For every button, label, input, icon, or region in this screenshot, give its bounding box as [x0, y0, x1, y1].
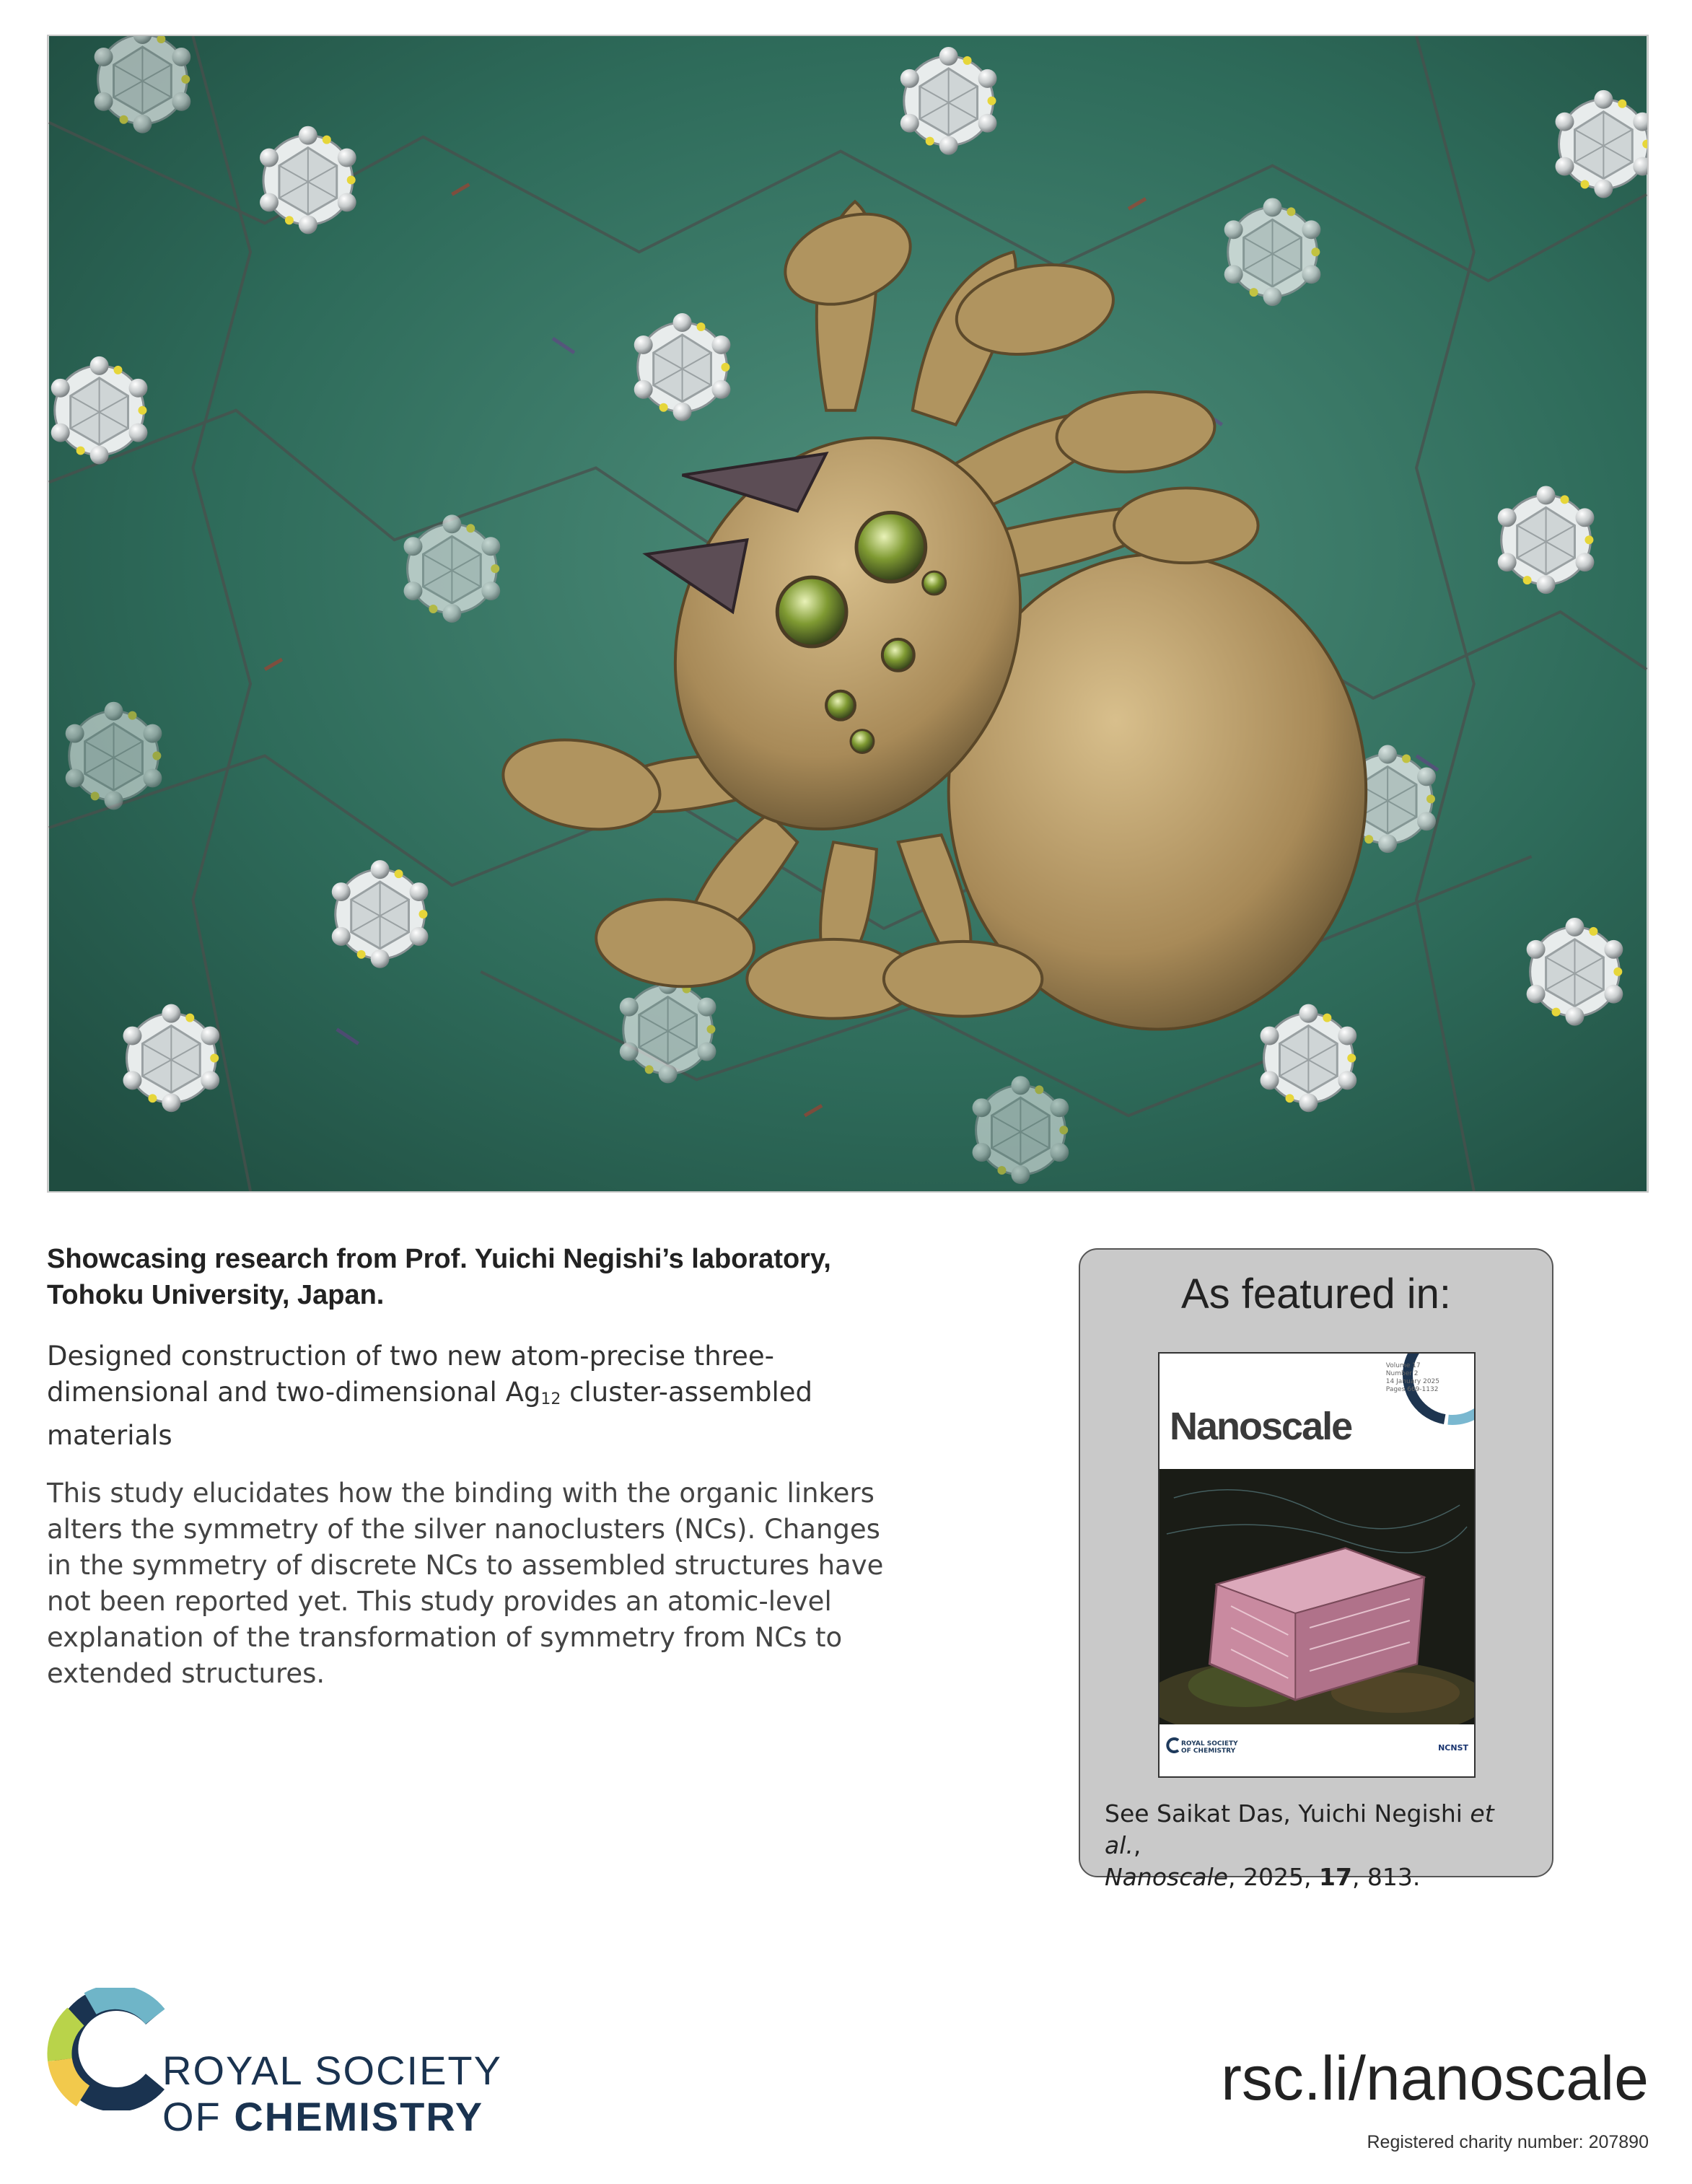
featured-in-panel: [1079, 1248, 1553, 1891]
cover-rsc-line1: ROYAL SOCIETY: [1181, 1740, 1238, 1747]
cover-artwork: [47, 35, 1649, 1193]
citation-pages: , 813.: [1351, 1863, 1421, 1891]
cover-rsc-line2: OF CHEMISTRY: [1181, 1747, 1236, 1755]
citation-text: [1105, 1798, 1538, 1893]
cover-number: Number 2: [1385, 1370, 1419, 1377]
rsc-logo-icon: [47, 1988, 170, 2110]
headline-text: Designed construction of two new atom-precise three-dimensional and two-dimensional Ag: [47, 1341, 774, 1408]
rsc-wordmark-line1: ROYAL SOCIETY: [162, 2048, 502, 2093]
citation-comma: ,: [1133, 1831, 1141, 1859]
rsc-wordmark: [162, 2048, 502, 2140]
cover-art-image: [1160, 1469, 1474, 1727]
rsc-of: OF: [162, 2094, 234, 2139]
article-summary: This study elucidates how the binding with the organic linkers alters the symmetry of the silver nanoclusters (NCs). Changes in the symmetry of discrete NCs to assembled structures have not been reported yet. This study provides an atomic-level explanation of the transformation of symmetry from NCs to extended structures.: [47, 1478, 884, 1689]
article-headline: [47, 1338, 884, 1454]
rsc-chemistry: CHEMISTRY: [234, 2094, 484, 2139]
lab-credit-line-1: Showcasing research from Prof. Yuichi Negishi’s laboratory,: [47, 1244, 831, 1274]
citation-etal: et al.: [1105, 1799, 1494, 1859]
citation-authors: See Saikat Das, Yuichi Negishi: [1105, 1799, 1470, 1828]
journal-url-link[interactable]: rsc.li/nanoscale: [1221, 2044, 1649, 2113]
cover-journal-title: Nanoscale: [1170, 1405, 1352, 1448]
journal-cover-thumbnail: [1158, 1352, 1476, 1778]
citation-year: , 2025,: [1228, 1863, 1319, 1891]
cover-footer: [1160, 1724, 1474, 1776]
featured-title: As featured in:: [1181, 1271, 1451, 1317]
cover-rsc-name: [1181, 1740, 1238, 1755]
charity-number: Registered charity number: 207890: [1367, 2132, 1649, 2152]
headline-text-end: cluster-assembled materials: [47, 1377, 813, 1451]
cover-rsc-logo-icon: [1165, 1737, 1181, 1753]
cover-volume: Volume 17: [1385, 1362, 1421, 1369]
rsc-wordmark-line2: [162, 2094, 502, 2140]
lab-credit-line-2: Tohoku University, Japan.: [47, 1280, 385, 1310]
citation-volume: 17: [1319, 1863, 1352, 1891]
headline-subscript: 12: [540, 1390, 561, 1408]
cover-issue-info: [1386, 1362, 1439, 1394]
cover-pages: Pages 669-1132: [1385, 1386, 1439, 1393]
cover-ncnst-logo: NCNST: [1438, 1743, 1468, 1753]
citation-journal: Nanoscale: [1105, 1863, 1229, 1891]
cover-date: 14 January 2025: [1385, 1378, 1439, 1385]
